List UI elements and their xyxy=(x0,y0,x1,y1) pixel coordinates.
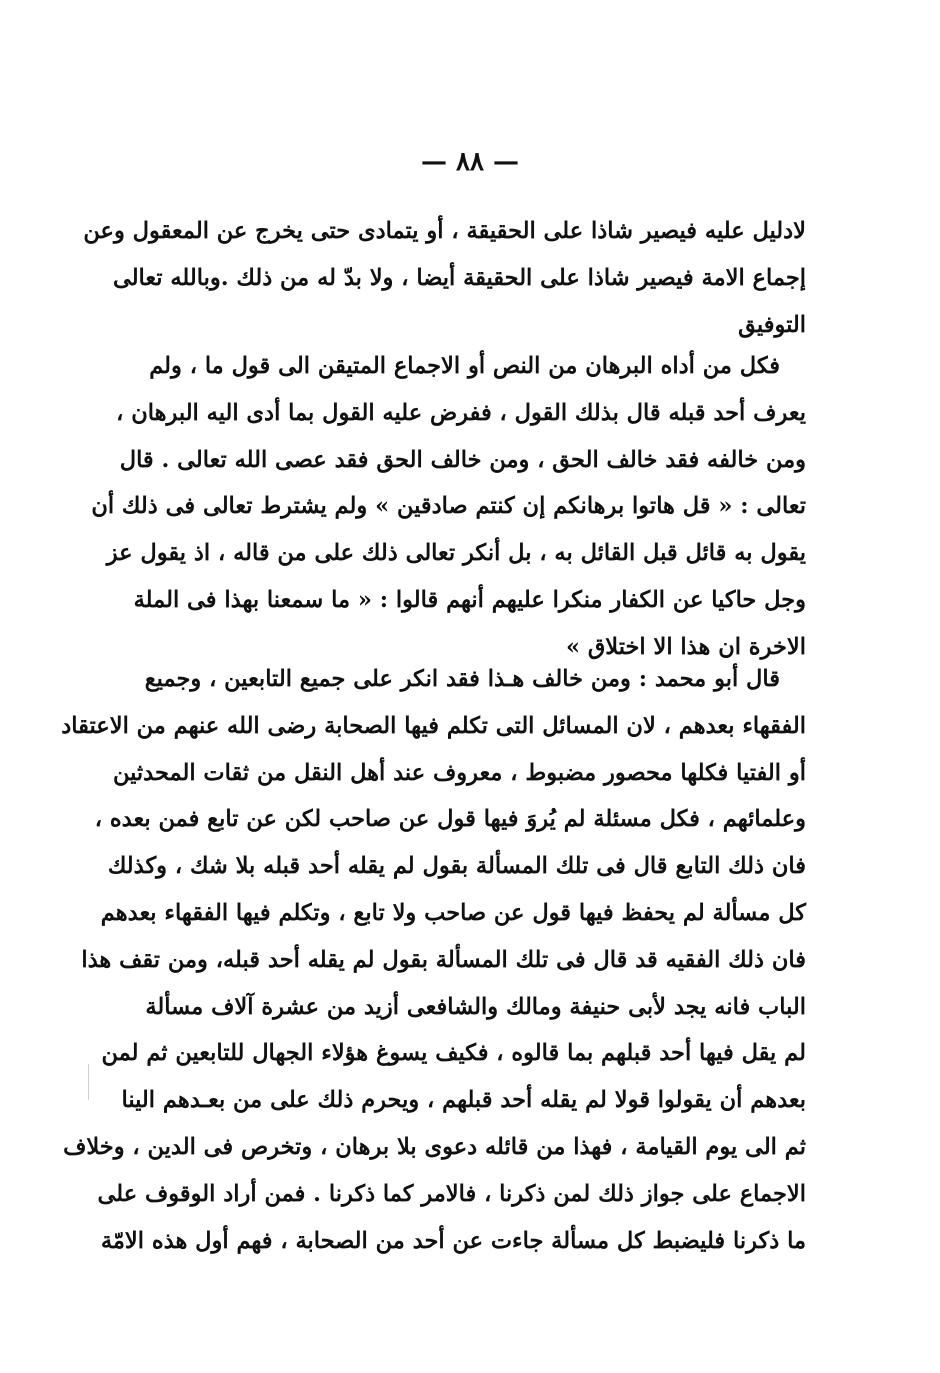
text-line: أو الفتيا فكلها محصور مضبوط ، معروف عند أهل النقل من ثقات المحدثين xyxy=(112,759,806,786)
paragraph-2 xyxy=(91,343,806,671)
paragraph-3 xyxy=(61,656,806,1264)
text-line: ثم الى يوم القيامة ، فهذا من قائله دعوى بلا برهان ، وتخرص فى الدين ، وخلاف xyxy=(63,1133,806,1160)
text-line: إجماع الامة فيصير شاذا على الحقيقة أيضا ، ولا بدّ له من ذلك .وبالله تعالى xyxy=(112,264,806,291)
page-number: — ٨٨ — xyxy=(420,147,520,177)
text-line: لادليل عليه فيصير شاذا على الحقيقة ، أو يتمادى حتى يخرج عن المعقول وعن xyxy=(83,218,806,244)
text-line: يعرف أحد قبله قال بذلك القول ، ففرض عليه القول بما أدى اليه البرهان ، xyxy=(116,399,806,426)
text-line: الفقهاء بعدهم ، لان المسائل التى تكلم فيها الصحابة رضى الله عنهم من الاعتقاد xyxy=(61,712,806,739)
text-line: الاجماع على جواز ذلك لمن ذكرنا ، فالامر كما ذكرنا . فمن أراد الوقوف على xyxy=(97,1180,806,1207)
text-line: الاخرة ان هذا الا اختلاق » xyxy=(565,633,806,660)
text-line: قال أبو محمد : ومن خالف هـذا فقد انكر على جميع التابعين ، وجميع xyxy=(144,666,780,692)
text-line: كل مسألة لم يحفظ فيها قول عن صاحب ولا تابع ، وتكلم فيها الفقهاء بعدهم xyxy=(100,899,806,926)
text-line: التوفيق xyxy=(738,311,806,338)
text-line: لم يقل فيها أحد قبلهم بما قالوه ، فكيف يسوغ هؤلاء الجهال للتابعين ثم لمن xyxy=(101,1040,806,1067)
text-line: بعدهم أن يقولوا قولا لم يقله أحد قبلهم ، ويحرم ذلك على من بعـدهم الينا xyxy=(121,1087,806,1114)
text-line: فكل من أداه البرهان من النص أو الاجماع المتيقن الى قول ما ، ولم xyxy=(149,353,780,379)
scan-edge-mark xyxy=(88,1064,89,1100)
text-line: وعلمائهم ، فكل مسئلة لم يُروَ فيها قول عن صاحب لكن عن تابع فمن بعده ، xyxy=(94,806,806,833)
text-line: وجل حاكيا عن الكفار منكرا عليهم أنهم قالوا : « ما سمعنا بهذا فى الملة xyxy=(133,586,806,613)
text-line: فان ذلك الفقيه قد قال فى تلك المسألة بقول لم يقله أحد قبله، ومن تقف هذا xyxy=(81,946,806,973)
text-line: الباب فانه يجد لأبى حنيفة ومالك والشافعى أزيد من عشرة آلاف مسألة xyxy=(145,993,806,1020)
text-line: يقول به قائل قبل القائل به ، بل أنكر تعالى ذلك على من قاله ، اذ يقول عز xyxy=(106,540,806,567)
text-line: تعالى : « قل هاتوا برهانكم إن كنتم صادقين » ولم يشترط تعالى فى ذلك أن xyxy=(91,493,806,520)
text-line: فان ذلك التابع قال فى تلك المسألة بقول لم يقله أحد قبله بلا شك ، وكذلك xyxy=(107,853,806,880)
paragraph-1 xyxy=(83,208,806,348)
text-line: ما ذكرنا فليضبط كل مسألة جاءت عن أحد من الصحابة ، فهم أول هذه الامّة xyxy=(100,1227,806,1254)
text-line: ومن خالفه فقد خالف الحق ، ومن خالف الحق فقد عصى الله تعالى . قال xyxy=(119,446,806,473)
